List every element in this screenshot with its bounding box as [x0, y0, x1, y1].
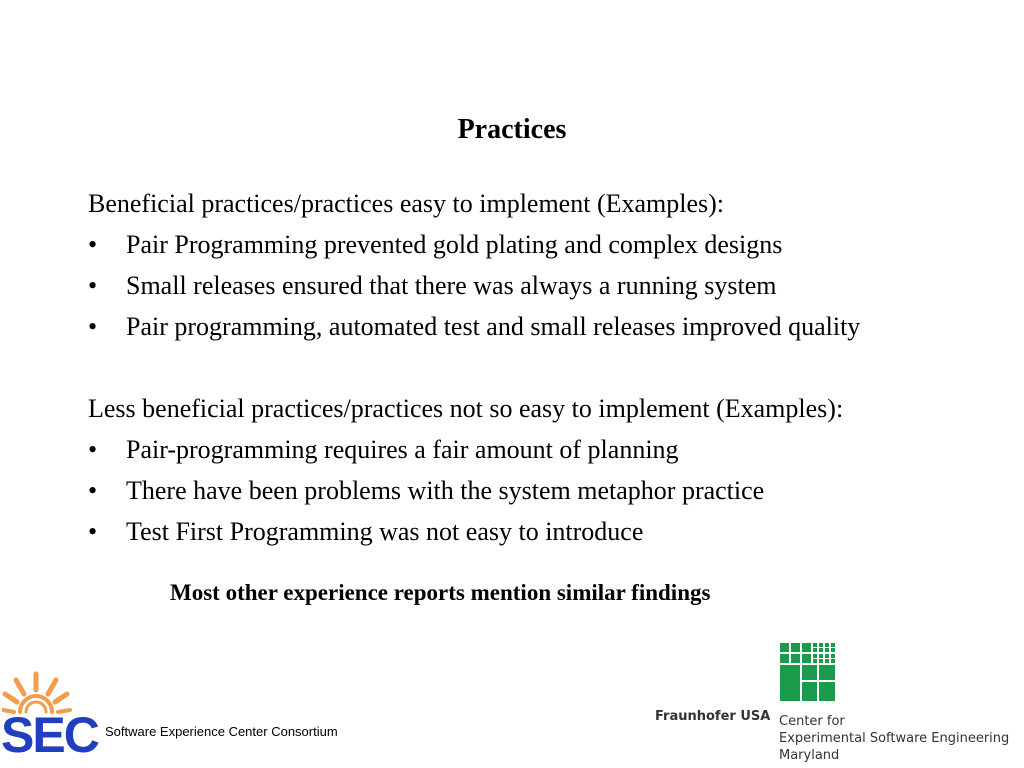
list-item: [88, 224, 1018, 265]
cese-line: Center for: [779, 714, 845, 729]
bullet-icon: •: [88, 312, 98, 341]
sec-logo-text: SEC: [1, 707, 98, 763]
bullet-icon: •: [88, 230, 98, 259]
bullet-icon: •: [88, 271, 98, 300]
list-item: [88, 429, 1018, 470]
spacer: [88, 347, 1018, 388]
list-item: [88, 306, 1018, 347]
list-item-text: Pair-programming requires a fair amount of planning: [126, 435, 679, 464]
sec-logo: [0, 668, 104, 768]
sec-caption: Software Experience Center Consortium: [105, 724, 338, 739]
section-heading-beneficial: Beneficial practices/practices easy to implement (Examples):: [88, 189, 725, 218]
slide-body: [88, 183, 1018, 552]
cese-line: Experimental Software Engineering: [779, 731, 1010, 746]
bullet-icon: •: [88, 517, 98, 546]
list-item-text: There have been problems with the system metaphor practice: [126, 476, 765, 505]
bullet-icon: •: [88, 435, 98, 464]
cese-caption: [779, 713, 1009, 764]
list-item: [88, 470, 1018, 511]
slide-title: Practices: [457, 114, 567, 145]
conclusion-text: Most other experience reports mention similar findings: [170, 580, 711, 605]
list-item: [88, 265, 1018, 306]
list-item-text: Pair Programming prevented gold plating and complex designs: [126, 230, 783, 259]
list-item-text: Pair programming, automated test and small releases improved quality: [126, 312, 861, 341]
bullet-icon: •: [88, 476, 98, 505]
fraunhofer-logo-icon: [780, 643, 840, 701]
list-item-text: Test First Programming was not easy to introduce: [126, 517, 644, 546]
section-heading-less-beneficial: Less beneficial practices/practices not so easy to implement (Examples):: [88, 394, 844, 423]
list-item: [88, 511, 1018, 552]
list-item-text: Small releases ensured that there was always a running system: [126, 271, 777, 300]
fraunhofer-name: Fraunhofer USA: [655, 709, 771, 724]
cese-line: Maryland: [779, 748, 840, 763]
